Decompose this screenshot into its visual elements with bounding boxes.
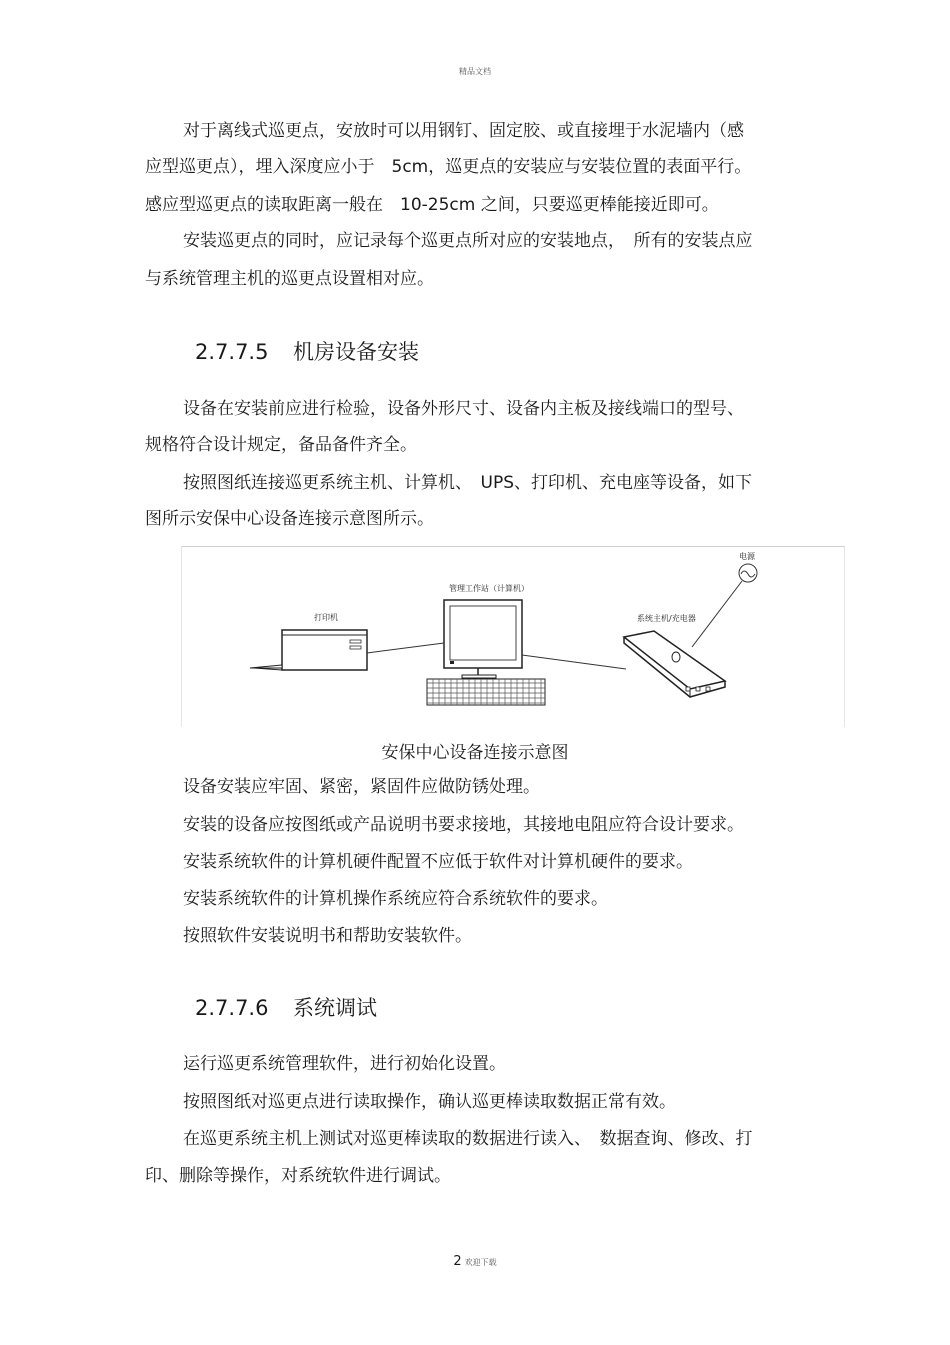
- power-icon: [739, 564, 757, 582]
- printer-label: 打印机: [314, 613, 338, 622]
- paragraph-line: 设备在安装前应进行检验，设备外形尺寸、设备内主板及接线端口的型号、: [183, 399, 744, 419]
- paragraph-line: 规格符合设计规定，备品备件齐全。: [145, 435, 417, 455]
- diagram-svg: [182, 547, 844, 727]
- paragraph-line: 感应型巡更点的读取距离一般在 10-25cm 之间，只要巡更棒能接近即可。: [145, 195, 719, 215]
- footer-text: 欢迎下载: [464, 1258, 497, 1267]
- list-item: 安装系统软件的计算机硬件配置不应低于软件对计算机硬件的要求。: [183, 852, 693, 872]
- paragraph-line: 运行巡更系统管理软件，进行初始化设置。: [183, 1054, 506, 1074]
- paragraph-line: 按照图纸连接巡更系统主机、计算机、 UPS、打印机、充电座等设备，如下: [183, 473, 752, 493]
- page-footer: [0, 1254, 950, 1269]
- paragraph-line: 对于离线式巡更点，安放时可以用钢钉、固定胶、或直接埋于水泥墙内（感: [183, 121, 744, 141]
- page-number: 2: [453, 1254, 462, 1269]
- section-number: 2.7.7.6: [195, 996, 269, 1020]
- host-label: 系统主机/充电器: [637, 614, 696, 623]
- paragraph-line: 印、删除等操作，对系统软件进行调试。: [145, 1166, 451, 1186]
- paragraph-line: 与系统管理主机的巡更点设置相对应。: [145, 269, 434, 289]
- connection-diagram: [181, 546, 845, 727]
- printer-icon: [250, 630, 367, 670]
- workstation-label: 管理工作站（计算机）: [449, 584, 529, 593]
- figure-caption: 安保中心设备连接示意图: [381, 743, 569, 763]
- power-cable: [692, 581, 742, 647]
- host-cable: [522, 655, 626, 669]
- paragraph-line: 在巡更系统主机上测试对巡更棒读取的数据进行读入、 数据查询、修改、打: [183, 1129, 753, 1149]
- host-icon: [624, 631, 725, 697]
- power-label: 电源: [739, 552, 755, 561]
- section-heading: [195, 992, 377, 1022]
- section-number: 2.7.7.5: [195, 340, 269, 364]
- paragraph-line: 应型巡更点），埋入深度应小于 5cm，巡更点的安装应与安装位置的表面平行。: [145, 157, 752, 177]
- paragraph-line: 按照图纸对巡更点进行读取操作，确认巡更棒读取数据正常有效。: [183, 1092, 676, 1112]
- list-item: 安装的设备应按图纸或产品说明书要求接地，其接地电阻应符合设计要求。: [183, 815, 744, 835]
- list-item: 安装系统软件的计算机操作系统应符合系统软件的要求。: [183, 889, 608, 909]
- section-heading: [195, 336, 419, 366]
- keyboard-icon: [427, 679, 545, 705]
- printer-cable: [367, 643, 444, 653]
- section-title: 机房设备安装: [293, 340, 419, 364]
- computer-icon: [444, 600, 522, 678]
- paragraph-line: 安装巡更点的同时，应记录每个巡更点所对应的安装地点， 所有的安装点应: [183, 231, 753, 251]
- page-header: 精品文档: [459, 67, 491, 76]
- paragraph-line: 图所示安保中心设备连接示意图所示。: [145, 509, 434, 529]
- list-item: 设备安装应牢固、紧密，紧固件应做防锈处理。: [183, 777, 540, 797]
- list-item: 按照软件安装说明书和帮助安装软件。: [183, 926, 472, 946]
- section-title: 系统调试: [293, 996, 377, 1020]
